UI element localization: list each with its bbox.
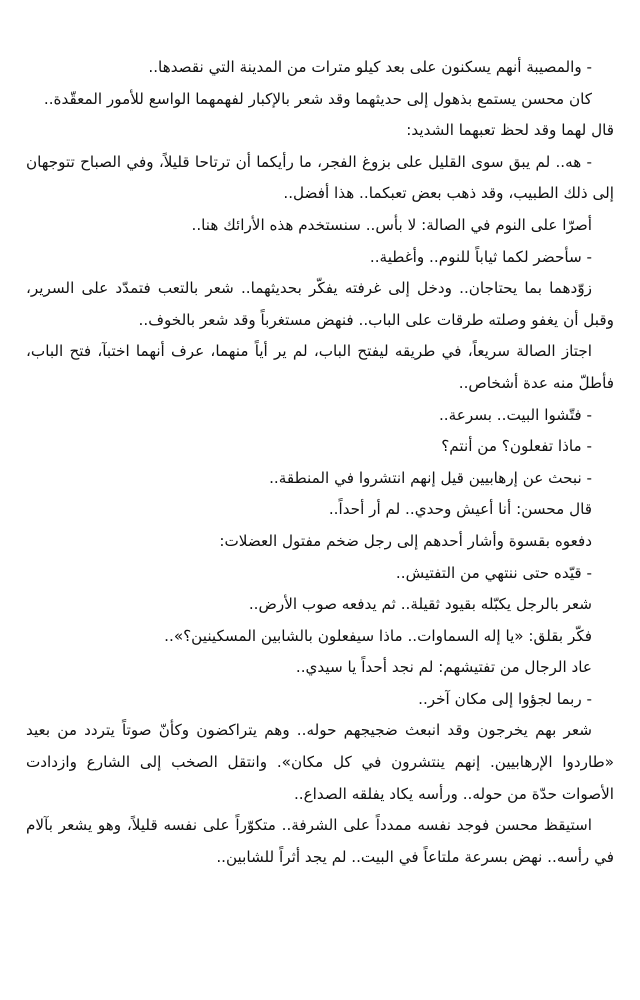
paragraph-3: قال لهما وقد لحظ تعبهما الشديد: xyxy=(406,121,614,140)
paragraph-9: - فتّشوا البيت.. بسرعة.. xyxy=(438,405,592,424)
paragraph-18: - ربما لجؤوا إلى مكان آخر.. xyxy=(418,689,592,708)
paragraph-10: - ماذا تفعلون؟ من أنتم؟ xyxy=(441,437,592,456)
paragraph-14: - قيّده حتى ننتهي من التفتيش.. xyxy=(395,563,592,582)
paragraph-19: شعر بهم يخرجون وقد انبعث ضجيجهم حوله.. وهم يتراكضون وكأنّ صوتاً يتردد من بعيد «طاردوا الإرهابيين. إنهم ينتشرون في كل مكان». وانتقل الصخب إلى الشارع وازدادت الأصوات حدّة من حوله.. ورأسه يكاد يفلقه الصداع.. xyxy=(26,721,614,803)
paragraph-5: أصرّا على النوم في الصالة: لا بأس.. سنستخدم هذه الأرائك هنا.. xyxy=(191,215,592,234)
paragraph-17: عاد الرجال من تفتيشهم: لم نجد أحداً يا سيدي.. xyxy=(295,658,592,677)
paragraph-15: شعر بالرجل يكبّله بقيود ثقيلة.. ثم يدفعه صوب الأرض.. xyxy=(248,595,592,614)
paragraph-1: - والمصيبة أنهم يسكنون على بعد كيلو مترات من المدينة التي نقصدها.. xyxy=(148,58,592,76)
paragraph-4: - هه.. لم يبق سوى القليل على بزوغ الفجر، ما رأيكما أن ترتاحا قليلاً، وفي الصباح تتوجهان إلى ذلك الطبيب، وقد ذهب بعض تعبكما.. هذا أفضل.. xyxy=(26,152,614,203)
paragraph-6: - سأحضر لكما ثياباً للنوم.. وأغطية.. xyxy=(369,247,592,266)
paragraph-20: استيقظ محسن فوجد نفسه ممدداً على الشرفة.. متكوّراً على نفسه قليلاً، وهو يشعر بآلام في رأسه.. نهض بسرعة ملتاعاً في البيت.. لم يجد أثراً للشابين.. xyxy=(26,816,614,866)
story-text xyxy=(26,52,614,873)
paragraph-8: اجتاز الصالة سريعاً، في طريقه ليفتح الباب، لم ير أياً منهما، عرف أنهما اختبآ، فتح الباب، فأطلّ منه عدة أشخاص.. xyxy=(26,342,614,392)
paragraph-16: فكّر بقلق: «يا إله السماوات.. ماذا سيفعلون بالشابين المسكينين؟».. xyxy=(164,626,592,645)
paragraph-12: قال محسن: أنا أعيش وحدي.. لم أر أحداً.. xyxy=(328,500,592,519)
paragraph-13: دفعوه بقسوة وأشار أحدهم إلى رجل ضخم مفتول العضلات: xyxy=(219,531,592,550)
paragraph-7: زوّدهما بما يحتاجان.. ودخل إلى غرفته يفكّر بحديثهما.. شعر بالتعب فتمدّد على السرير، وقبل أن يغفو وصلته طرقات على الباب.. فنهض مستغرباً وقد شعر بالخوف.. xyxy=(26,279,614,329)
paragraph-11: - نبحث عن إرهابيين قيل إنهم انتشروا في المنطقة.. xyxy=(269,468,592,487)
paragraph-2: كان محسن يستمع بذهول إلى حديثهما وقد شعر بالإكبار لفهمهما الواسع للأمور المعقّدة.. xyxy=(43,89,592,108)
